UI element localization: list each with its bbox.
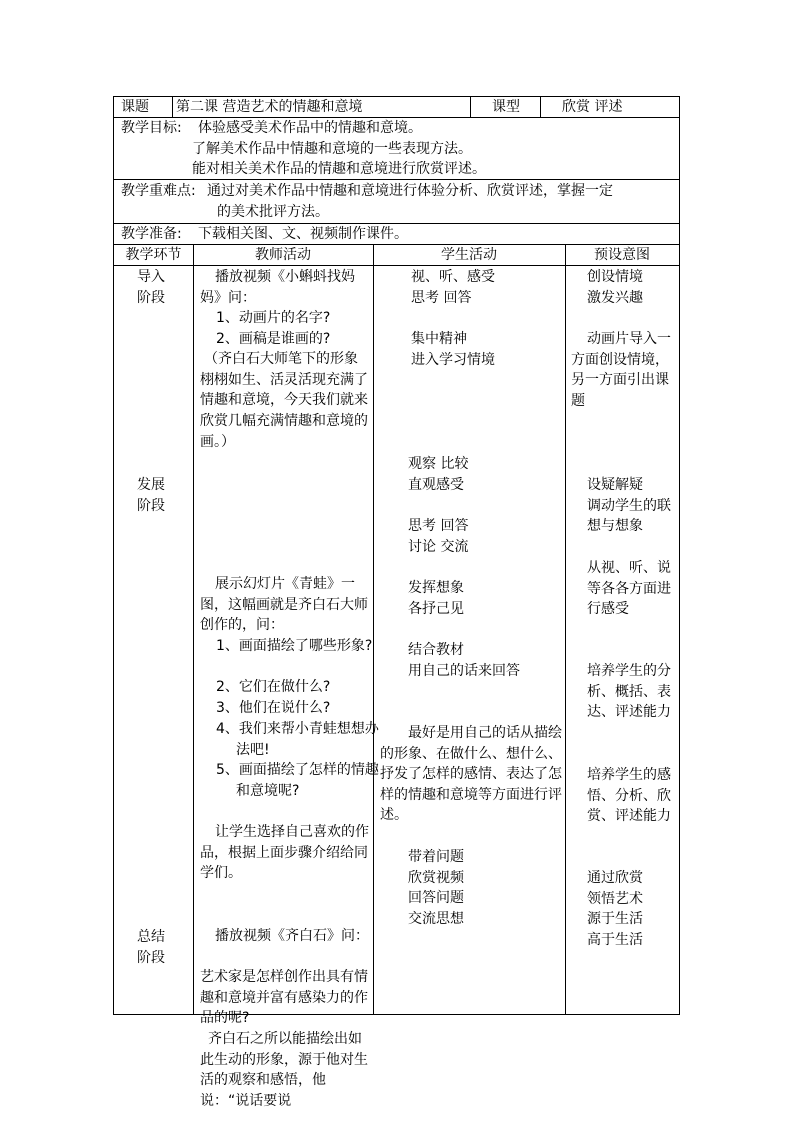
intent-i3: 动画片导入一方面创设情境，另一方面引出课题 (571, 331, 671, 409)
student-s6: 直观感受 (408, 476, 464, 493)
teacher-q-who-drew: 2、画稿是谁画的? (216, 330, 331, 347)
intent-i1: 创设情境 (587, 269, 643, 285)
prep-text: 下载相关图、文、视频制作课件。 (198, 226, 408, 242)
student-s1: 视、听、感受 (411, 269, 495, 285)
stage-summary-line-2: 阶段 (137, 949, 165, 966)
type-label: 课型 (492, 99, 520, 115)
goal-line-1: 体验感受美术作品中的情趣和意境。 (198, 120, 422, 136)
student-s4: 进入学习情境 (411, 351, 495, 368)
teacher-play-video-1: 播放视频《小蝌蚪找妈妈》问： (200, 269, 355, 306)
topic-label: 课题 (121, 99, 149, 115)
col-header-student: 学生活动 (441, 247, 497, 263)
lesson-plan-table (113, 96, 680, 1109)
intent-i12: 高于生活 (587, 931, 643, 948)
student-s2: 思考 回答 (411, 289, 472, 306)
student-s16: 回答问题 (408, 890, 464, 907)
student-s13: 最好是用自己的话从描绘的形象、在做什么、想什么、抒发了怎样的感情、表达了怎样的情趣和意境等方面进行评述。 (380, 725, 562, 824)
stage-summary-line-1: 总结 (137, 929, 165, 945)
student-s15: 欣赏视频 (408, 869, 464, 886)
student-s5: 观察 比较 (408, 456, 469, 472)
intent-i11: 源于生活 (587, 911, 643, 928)
intent-i9: 通过欣赏 (587, 870, 643, 886)
col-header-intent: 预设意图 (594, 247, 650, 263)
teacher-q-help-frog: 4、我们来帮小青蛙想想办法吧! (216, 721, 379, 758)
teacher-q-what-saying: 3、他们在说什么? (216, 700, 331, 716)
header-row (114, 97, 679, 118)
student-s11: 结合教材 (408, 642, 464, 658)
type-value: 欣赏 评述 (562, 99, 623, 115)
student-s10: 各抒己见 (408, 600, 464, 617)
key-points-line-1: 通过对美术作品中情趣和意境进行体验分析、欣赏评述，掌握一定 (207, 183, 613, 199)
student-s12: 用自己的话来回答 (408, 662, 520, 679)
activities-body (114, 266, 679, 1109)
student-s14: 带着问题 (408, 849, 464, 865)
teacher-q-what-doing: 2、它们在做什么? (216, 679, 331, 695)
key-points-line-2: 的美术批评方法。 (217, 203, 329, 220)
intent-i8: 培养学生的感悟、分析、欣赏、评述能力 (587, 767, 671, 825)
stage-intro-line-1: 导入 (137, 269, 165, 285)
column-header-row (114, 245, 679, 266)
key-points-label: 教学重难点: (121, 183, 196, 199)
student-s8: 讨论 交流 (408, 538, 469, 555)
teacher-student-choose: 让学生选择自己喜欢的作品，根据上面步骤介绍给同学们。 (200, 824, 369, 882)
stage-intro-line-2: 阶段 (137, 289, 165, 306)
intent-i7: 培养学生的分析、概括、表达、评述能力 (587, 663, 671, 721)
goal-line-2: 了解美术作品中情趣和意境的一些表现方法。 (192, 140, 472, 157)
teacher-q-what-images: 1、画面描绘了哪些形象? (216, 638, 373, 654)
goals-row (114, 118, 679, 180)
prep-row (114, 224, 679, 245)
key-points-row (114, 180, 679, 224)
prep-label: 教学准备: (121, 226, 182, 242)
stage-develop-line-1: 发展 (137, 477, 165, 493)
intent-i2: 激发兴趣 (587, 289, 643, 306)
teacher-qibaishi-quote: 齐白石之所以能描绘出如此生动的形象，源于他对生活的观察和感悟，他说：“说话要说 (200, 1031, 368, 1109)
col-header-teacher: 教师活动 (255, 247, 311, 263)
goal-line-3: 能对相关美术作品的情趣和意境进行欣赏评述。 (192, 161, 486, 178)
intent-i5: 调动学生的联想与想象 (587, 497, 671, 535)
teacher-note-qibaishi: （齐白石大师笔下的形象栩栩如生、活灵活现充满了情趣和意境，今天我们就来欣赏几幅充满情趣和意境的画。） (200, 351, 368, 450)
student-s3: 集中精神 (411, 331, 467, 347)
student-s9: 发挥想象 (408, 580, 464, 596)
topic-value: 第二课 营造艺术的情趣和意境 (176, 99, 363, 115)
stage-develop-line-2: 阶段 (137, 497, 165, 514)
teacher-q-cartoon-name: 1、动画片的名字? (216, 310, 331, 326)
student-s7: 思考 回答 (408, 518, 469, 534)
col-header-stage: 教学环节 (125, 247, 182, 263)
intent-i6: 从视、听、说等各各方面进行感受 (587, 560, 671, 618)
teacher-play-video-2: 播放视频《齐白石》问： (215, 928, 369, 944)
intent-i4: 设疑解疑 (587, 477, 643, 493)
teacher-q-mood: 5、画面描绘了怎样的情趣和意境呢? (216, 762, 379, 799)
student-s17: 交流思想 (408, 910, 464, 927)
teacher-q-how-create: 艺术家是怎样创作出具有情趣和意境并富有感染力的作品的呢? (200, 969, 368, 1027)
goals-label: 教学目标: (121, 120, 182, 136)
teacher-show-frog-slide: 展示幻灯片《青蛙》一图，这幅画就是齐白石大师创作的，问： (200, 576, 368, 634)
intent-i10: 领悟艺术 (587, 890, 643, 907)
